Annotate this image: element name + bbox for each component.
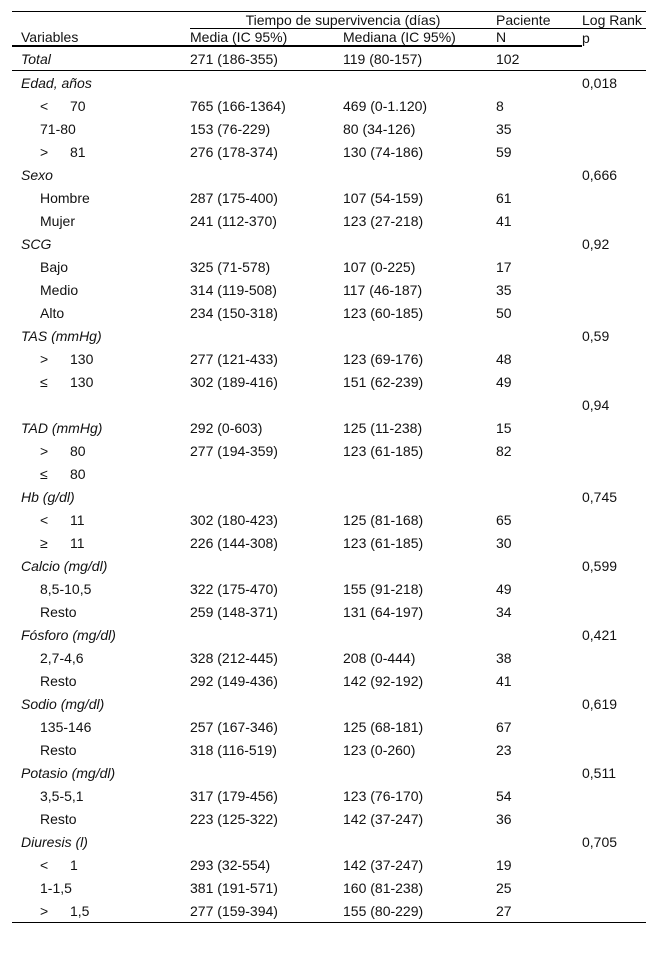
- row-median: 117 (46-187): [343, 281, 423, 298]
- row-median: 80 (34-126): [343, 120, 416, 137]
- row-n: 17: [496, 258, 512, 275]
- comparison-symbol: <: [40, 511, 49, 528]
- row-mean: 317 (179-456): [190, 787, 278, 804]
- row-p-empty: [582, 531, 646, 554]
- table-row: [12, 853, 646, 876]
- row-label: [12, 186, 190, 209]
- row-label-text: 2,7-4,6: [40, 649, 84, 666]
- table-row: [12, 531, 646, 554]
- group-p-value: 0,421: [582, 626, 618, 643]
- row-median: 123 (76-170): [343, 787, 424, 804]
- header-p: p: [582, 29, 590, 46]
- row-label: [12, 807, 190, 830]
- table-row: [12, 899, 646, 923]
- row-label-text: Resto: [40, 810, 77, 827]
- row-mean: 277 (194-359): [190, 442, 278, 459]
- group-mean-empty: [190, 485, 343, 508]
- table-row: [12, 784, 646, 807]
- row-mean: 318 (116-519): [190, 741, 277, 758]
- comparison-symbol: >: [40, 350, 49, 367]
- group-mean-empty: [190, 163, 343, 186]
- group-p-value: 0,745: [582, 488, 618, 505]
- row-label: [12, 508, 190, 531]
- row-n: 54: [496, 787, 512, 804]
- row-mean: 277 (159-394): [190, 899, 343, 923]
- group-median-empty: [343, 232, 496, 255]
- row-mean: 241 (112-370): [190, 212, 277, 229]
- row-n: 38: [496, 649, 512, 666]
- comparison-symbol: ≤: [40, 465, 48, 482]
- group-median-empty: [343, 692, 496, 715]
- row-p-empty: [582, 370, 646, 393]
- total-mean: 271 (186-355): [190, 46, 343, 71]
- row-label-text: 1,5: [70, 902, 90, 919]
- header-logrank: Log Rank: [582, 12, 646, 29]
- group-header-row: [12, 71, 646, 95]
- group-n-empty: [496, 485, 582, 508]
- row-median: 151 (62-239): [343, 373, 424, 390]
- row-p-empty: [582, 669, 646, 692]
- row-n: 27: [496, 899, 582, 923]
- row-mean: 302 (180-423): [190, 511, 278, 528]
- group-label: Hb (g/dl): [21, 488, 75, 505]
- row-mean: 292 (149-436): [190, 672, 278, 689]
- total-label: Total: [12, 46, 190, 71]
- row-label-text: Hombre: [40, 189, 90, 206]
- row-label: [12, 439, 190, 462]
- group-label: SCG: [21, 235, 52, 252]
- group-mean-empty: [190, 232, 343, 255]
- row-n: 49: [496, 373, 512, 390]
- group-header-row: [12, 324, 646, 347]
- row-label-text: 130: [70, 373, 94, 390]
- tad-empty: [343, 393, 496, 416]
- row-median: 123 (0-260): [343, 741, 416, 758]
- group-header-row: [12, 761, 646, 784]
- row-label-text: 80: [70, 442, 86, 459]
- row-median: 107 (54-159): [343, 189, 424, 206]
- row-label-text: Resto: [40, 741, 77, 758]
- row-label: [12, 853, 190, 876]
- row-n: 25: [496, 879, 512, 896]
- row-median: 123 (61-185): [343, 442, 424, 459]
- row-label-text: 80: [70, 465, 86, 482]
- row-p-empty: [582, 853, 646, 876]
- header-survival-time: Tiempo de supervivencia (días): [190, 12, 496, 29]
- row-mean: 259 (148-371): [190, 603, 278, 620]
- row-median: 155 (80-229): [343, 899, 496, 923]
- row-n: 65: [496, 511, 512, 528]
- row-label: [12, 899, 190, 923]
- row-label: [12, 278, 190, 301]
- group-mean-empty: [190, 761, 343, 784]
- row-n: [496, 462, 582, 485]
- row-label: [12, 301, 190, 324]
- row-median: 142 (37-247): [343, 810, 424, 827]
- comparison-symbol: >: [40, 442, 49, 459]
- row-mean: 381 (191-571): [190, 879, 278, 896]
- tad-header-row: [12, 416, 646, 439]
- row-label: [12, 531, 190, 554]
- row-label: [12, 669, 190, 692]
- row-label-text: 11: [70, 511, 85, 528]
- group-p-value: 0,92: [582, 235, 610, 252]
- row-median: [343, 462, 496, 485]
- group-label: Diuresis (l): [21, 833, 88, 850]
- tad-empty: [12, 393, 190, 416]
- group-median-empty: [343, 163, 496, 186]
- table-row: [12, 117, 646, 140]
- table-row: [12, 715, 646, 738]
- row-n: 41: [496, 672, 512, 689]
- tad-p-value: 0,94: [582, 396, 610, 413]
- row-n: 48: [496, 350, 512, 367]
- row-p-empty: [582, 899, 646, 923]
- table-row: [12, 94, 646, 117]
- table-row: [12, 140, 646, 163]
- comparison-symbol: >: [40, 902, 49, 919]
- group-n-empty: [496, 623, 582, 646]
- group-n-empty: [496, 324, 582, 347]
- group-label: Sodio (mg/dl): [21, 695, 105, 712]
- row-mean: 226 (144-308): [190, 534, 278, 551]
- row-median: 142 (92-192): [343, 672, 424, 689]
- group-median-empty: [343, 554, 496, 577]
- row-p-empty: [582, 209, 646, 232]
- row-mean: 328 (212-445): [190, 649, 278, 666]
- group-n-empty: [496, 71, 582, 95]
- row-label: [12, 577, 190, 600]
- group-label: Potasio (mg/dl): [21, 764, 116, 781]
- table-header: [12, 12, 646, 47]
- table-row: [12, 508, 646, 531]
- group-header-row: [12, 623, 646, 646]
- row-p-empty: [582, 807, 646, 830]
- row-label-text: Mujer: [40, 212, 76, 229]
- comparison-symbol: >: [40, 143, 49, 160]
- header-row-2: [12, 29, 646, 47]
- row-median: 208 (0-444): [343, 649, 416, 666]
- row-median: 107 (0-225): [343, 258, 416, 275]
- total-row: [12, 46, 646, 71]
- row-n: 35: [496, 120, 512, 137]
- table-row: [12, 209, 646, 232]
- comparison-symbol: <: [40, 856, 49, 873]
- group-mean-empty: [190, 692, 343, 715]
- row-p-empty: [582, 347, 646, 370]
- group-p-value: 0,705: [582, 833, 618, 850]
- row-p-empty: [582, 876, 646, 899]
- group-p-value: 0,599: [582, 557, 618, 574]
- group-p-value: 0,59: [582, 327, 610, 344]
- table-row: [12, 255, 646, 278]
- header-mean: Media (IC 95%): [190, 29, 343, 47]
- group-mean-empty: [190, 554, 343, 577]
- group-label: Sexo: [21, 166, 53, 183]
- table-row: [12, 301, 646, 324]
- row-p-empty: [582, 784, 646, 807]
- row-label: [12, 140, 190, 163]
- group-p-value: 0,619: [582, 695, 618, 712]
- group-p-value: 0,018: [582, 74, 618, 91]
- group-label: Fósforo (mg/dl): [21, 626, 116, 643]
- row-median: 125 (81-168): [343, 511, 424, 528]
- row-label-text: 70: [70, 97, 86, 114]
- row-n: 82: [496, 442, 512, 459]
- group-n-empty: [496, 232, 582, 255]
- row-n: 34: [496, 603, 512, 620]
- row-label-text: Medio: [40, 281, 79, 298]
- row-label-text: 1: [70, 856, 78, 873]
- table-row: [12, 347, 646, 370]
- row-median: 155 (91-218): [343, 580, 424, 597]
- group-median-empty: [343, 761, 496, 784]
- row-mean: 287 (175-400): [190, 189, 278, 206]
- row-mean: 257 (167-346): [190, 718, 278, 735]
- row-label-text: 3,5-5,1: [40, 787, 84, 804]
- table-body: [12, 46, 646, 923]
- row-n: 67: [496, 718, 512, 735]
- row-p-empty: [582, 646, 646, 669]
- row-p-empty: [582, 94, 646, 117]
- row-label: [12, 646, 190, 669]
- group-n-empty: [496, 830, 582, 853]
- row-p-empty: [582, 301, 646, 324]
- table-row: [12, 370, 646, 393]
- group-n-empty: [496, 554, 582, 577]
- row-mean: 277 (121-433): [190, 350, 278, 367]
- header-variables: Variables: [12, 29, 190, 47]
- group-mean-empty: [190, 71, 343, 95]
- comparison-symbol: ≥: [40, 534, 48, 551]
- table-row: [12, 876, 646, 899]
- row-n: 23: [496, 741, 512, 758]
- group-median-empty: [343, 830, 496, 853]
- row-median: 125 (68-181): [343, 718, 424, 735]
- group-median-empty: [343, 324, 496, 347]
- group-mean-empty: [190, 623, 343, 646]
- row-median: 123 (61-185): [343, 534, 424, 551]
- row-label: [12, 117, 190, 140]
- row-median: 469 (0-1.120): [343, 97, 428, 114]
- group-header-row: [12, 830, 646, 853]
- row-label-text: 11: [70, 534, 85, 551]
- table-row: [12, 439, 646, 462]
- row-label-text: 8,5-10,5: [40, 580, 92, 597]
- group-median-empty: [343, 71, 496, 95]
- table-row: [12, 186, 646, 209]
- row-p-empty: [582, 439, 646, 462]
- header-n: N: [496, 29, 582, 47]
- tad-empty: [496, 393, 582, 416]
- group-label: Calcio (mg/dl): [21, 557, 108, 574]
- row-label: [12, 347, 190, 370]
- group-mean-empty: [190, 324, 343, 347]
- row-mean: [190, 462, 343, 485]
- row-p-empty: [582, 715, 646, 738]
- group-median-empty: [343, 485, 496, 508]
- tad-median: 125 (11-238): [343, 419, 423, 436]
- tad-p-empty: [582, 416, 646, 439]
- row-p-empty: [582, 255, 646, 278]
- table-row: [12, 462, 646, 485]
- row-label: [12, 255, 190, 278]
- row-mean: 293 (32-554): [190, 856, 271, 873]
- table-row: [12, 278, 646, 301]
- row-mean: 325 (71-578): [190, 258, 271, 275]
- group-mean-empty: [190, 830, 343, 853]
- row-label: [12, 600, 190, 623]
- row-mean: 153 (76-229): [190, 120, 271, 137]
- group-header-row: [12, 485, 646, 508]
- group-p-value: 0,666: [582, 166, 618, 183]
- header-row-1: [12, 12, 646, 29]
- group-p-value: 0,511: [582, 764, 616, 781]
- row-mean: 223 (125-322): [190, 810, 278, 827]
- table-row: [12, 669, 646, 692]
- group-header-row: [12, 554, 646, 577]
- row-n: 19: [496, 856, 512, 873]
- row-n: 30: [496, 534, 512, 551]
- group-n-empty: [496, 692, 582, 715]
- header-empty: [12, 12, 190, 29]
- row-n: 50: [496, 304, 512, 321]
- row-median: 160 (81-238): [343, 879, 424, 896]
- tad-mean: 292 (0-603): [190, 419, 263, 436]
- table-row: [12, 577, 646, 600]
- row-p-empty: [582, 186, 646, 209]
- row-label: [12, 94, 190, 117]
- row-mean: 276 (178-374): [190, 143, 278, 160]
- row-label: [12, 715, 190, 738]
- survival-table: [12, 11, 646, 923]
- group-header-row: [12, 163, 646, 186]
- row-median: 131 (64-197): [343, 603, 424, 620]
- row-p-empty: [582, 140, 646, 163]
- table-row: [12, 738, 646, 761]
- row-mean: 314 (119-508): [190, 281, 277, 298]
- row-label-text: 71-80: [40, 120, 76, 137]
- row-p-empty: [582, 462, 646, 485]
- row-median: 142 (37-247): [343, 856, 424, 873]
- row-label: [12, 876, 190, 899]
- row-p-empty: [582, 600, 646, 623]
- header-median: Mediana (IC 95%): [343, 29, 496, 47]
- row-label-text: Resto: [40, 672, 77, 689]
- comparison-symbol: ≤: [40, 373, 48, 390]
- row-label-text: Resto: [40, 603, 77, 620]
- group-header-row: [12, 692, 646, 715]
- tad-empty: [190, 393, 343, 416]
- row-n: 36: [496, 810, 512, 827]
- total-median: 119 (80-157): [343, 46, 496, 71]
- row-n: 35: [496, 281, 512, 298]
- row-p-empty: [582, 117, 646, 140]
- row-label-text: Bajo: [40, 258, 69, 275]
- row-n: 49: [496, 580, 512, 597]
- row-p-empty: [582, 508, 646, 531]
- row-label: [12, 738, 190, 761]
- table-row: [12, 646, 646, 669]
- row-median: 123 (60-185): [343, 304, 424, 321]
- row-label: [12, 462, 190, 485]
- tad-label: TAD (mmHg): [21, 419, 103, 436]
- row-p-empty: [582, 738, 646, 761]
- row-label: [12, 370, 190, 393]
- row-label-text: 130: [70, 350, 94, 367]
- group-n-empty: [496, 163, 582, 186]
- group-label: Edad, años: [21, 74, 92, 91]
- group-n-empty: [496, 761, 582, 784]
- row-median: 123 (69-176): [343, 350, 424, 367]
- table-row: [12, 600, 646, 623]
- group-header-row: [12, 232, 646, 255]
- row-median: 130 (74-186): [343, 143, 424, 160]
- group-label: TAS (mmHg): [21, 327, 102, 344]
- total-p: [582, 46, 646, 71]
- row-mean: 322 (175-470): [190, 580, 278, 597]
- comparison-symbol: <: [40, 97, 49, 114]
- row-label-text: 1-1,5: [40, 879, 72, 896]
- row-n: 41: [496, 212, 512, 229]
- row-mean: 765 (166-1364): [190, 97, 286, 114]
- tad-n: 15: [496, 419, 512, 436]
- row-label: [12, 209, 190, 232]
- row-n: 59: [496, 143, 512, 160]
- table-row: [12, 807, 646, 830]
- row-label-text: 81: [70, 143, 86, 160]
- total-n: 102: [496, 46, 582, 71]
- group-median-empty: [343, 623, 496, 646]
- row-n: 61: [496, 189, 512, 206]
- row-p-empty: [582, 278, 646, 301]
- row-mean: 234 (150-318): [190, 304, 278, 321]
- row-label-text: 135-146: [40, 718, 92, 735]
- row-label-text: Alto: [40, 304, 65, 321]
- row-p-empty: [582, 577, 646, 600]
- row-median: 123 (27-218): [343, 212, 424, 229]
- header-patient: Paciente: [496, 12, 582, 29]
- row-label: [12, 784, 190, 807]
- tad-p-row: [12, 393, 646, 416]
- row-n: 8: [496, 97, 504, 114]
- row-mean: 302 (189-416): [190, 373, 278, 390]
